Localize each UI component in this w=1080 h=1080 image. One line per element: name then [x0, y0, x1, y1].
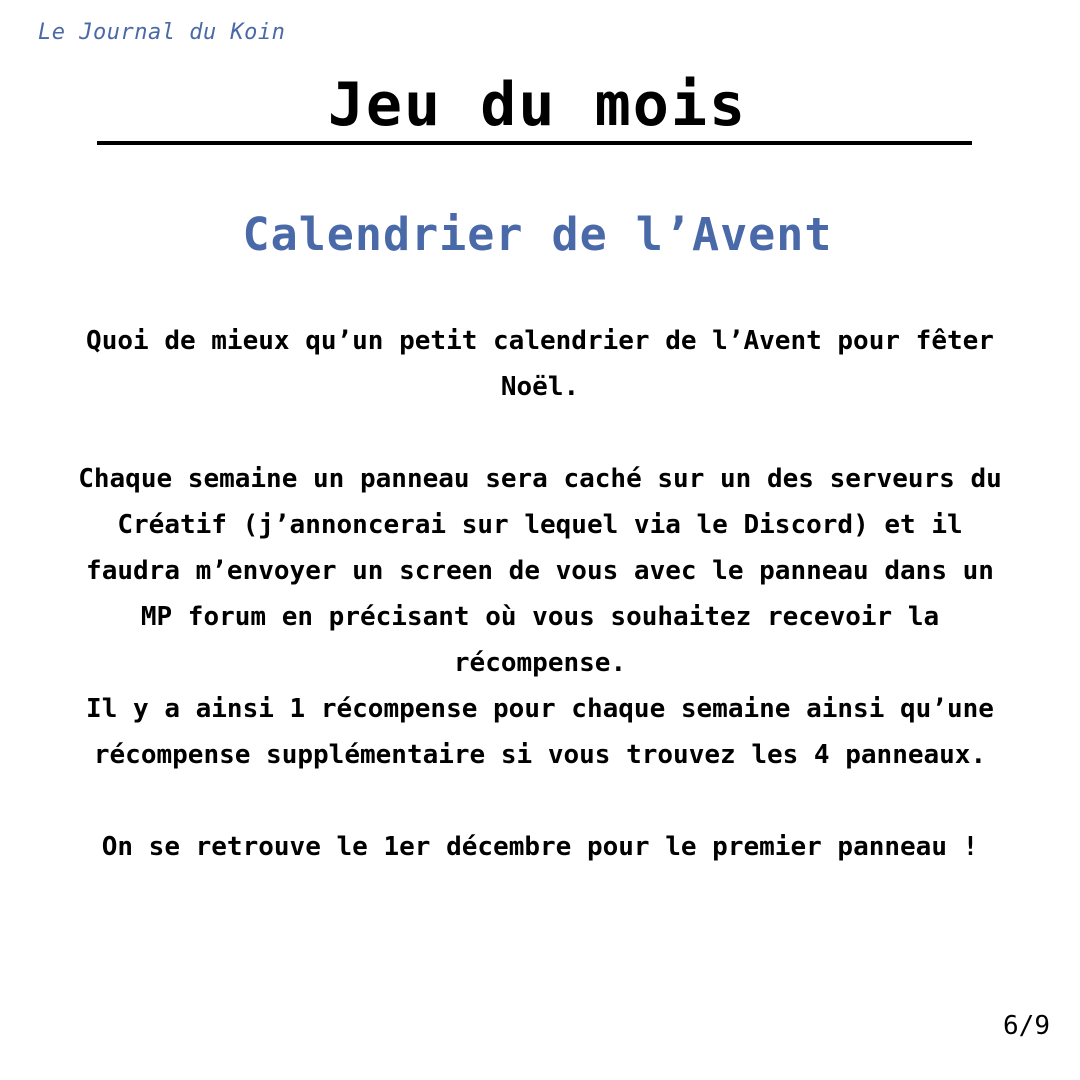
paragraph-closing: On se retrouve le 1er décembre pour le premier panneau ! — [101, 832, 979, 862]
page-title: Jeu du mois — [327, 70, 748, 140]
journal-brand: Le Journal du Koin — [38, 20, 286, 45]
article-subtitle: Calendrier de l’Avent — [242, 208, 833, 261]
paragraph-rules: Chaque semaine un panneau sera caché sur un des serveurs du Créatif (j’annoncerai sur lequel via le Discord) et il faudra m’envoyer un screen de vous avec le panneau dans un MP forum en précisant où vous souhaitez recevoir la récompense. — [78, 464, 1002, 678]
article-body — [70, 318, 1010, 870]
paragraph-spacer — [70, 778, 1010, 824]
paragraph-intro: Quoi de mieux qu’un petit calendrier de l’Avent pour fêter Noël. — [86, 326, 994, 402]
title-divider — [97, 141, 972, 145]
paragraph-rewards: Il y a ainsi 1 récompense pour chaque semaine ainsi qu’une récompense supplémentaire si vous trouvez les 4 panneaux. — [86, 694, 994, 770]
paragraph-spacer — [70, 410, 1010, 456]
page-number: 6/9 — [1003, 1011, 1050, 1041]
